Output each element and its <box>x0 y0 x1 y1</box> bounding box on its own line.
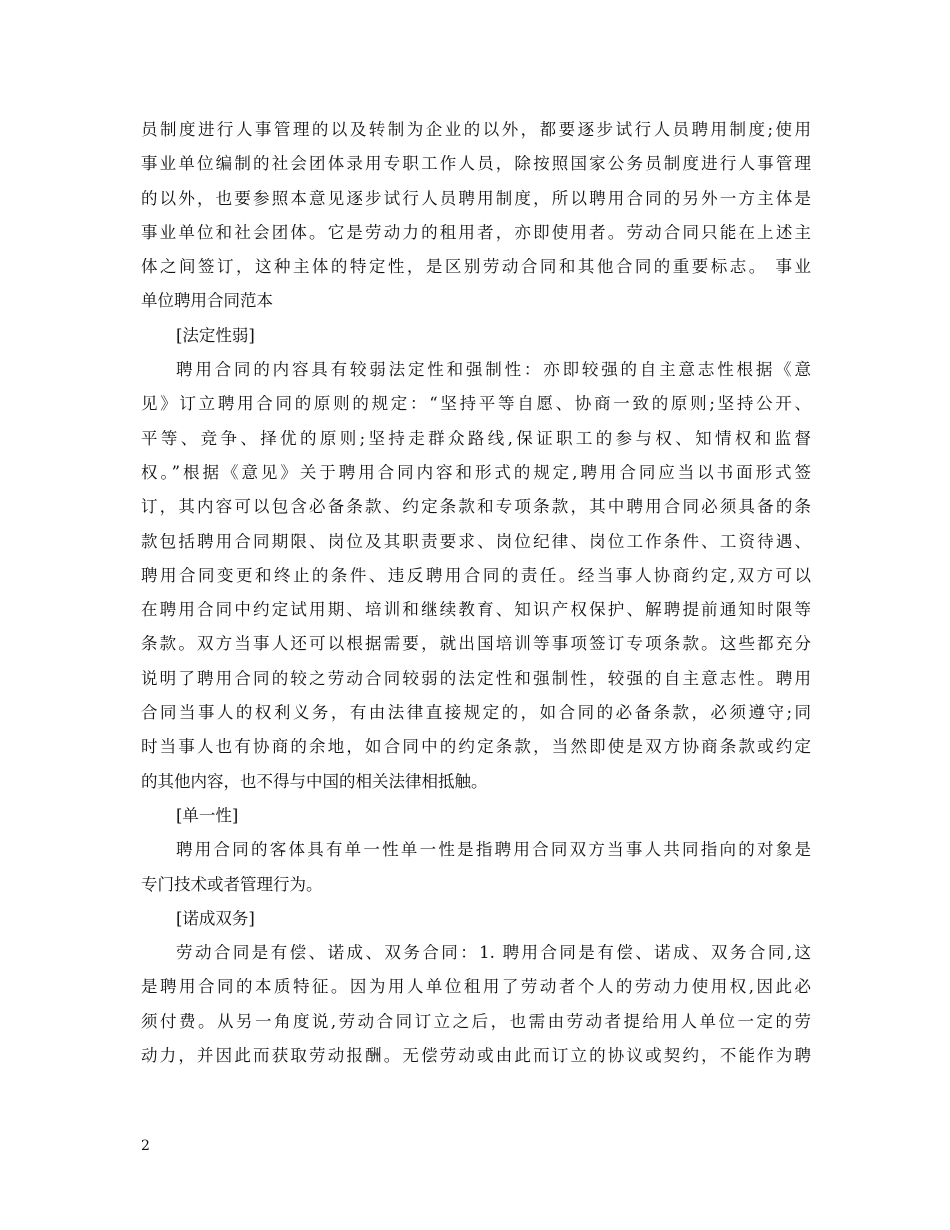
text-line: 订，其内容可以包含必备条款、约定条款和专项条款，其中聘用合同必须具备的条 <box>141 497 811 517</box>
text-line: 劳动合同是有偿、诺成、双务合同：1. 聘用合同是有偿、诺成、双务合同,这 <box>176 943 811 963</box>
text-line: 员制度进行人事管理的以及转制为企业的以外，都要逐步试行人员聘用制度;使用 <box>141 120 811 139</box>
text-line: 动力，并因此而获取劳动报酬。无偿劳动或由此而订立的协议或契约，不能作为聘 <box>141 1046 811 1066</box>
text-line: 款包括聘用合同期限、岗位及其职责要求、岗位纪律、岗位工作条件、工资待遇、 <box>141 531 811 551</box>
text-line: 聘用合同的内容具有较弱法定性和强制性：亦即较强的自主意志性根据《意 <box>176 360 811 380</box>
text-line: 时当事人也有协商的余地，如合同中的约定条款，当然即使是双方协商条款或约定 <box>141 737 811 757</box>
text-line: 是聘用合同的本质特征。因为用人单位租用了劳动者个人的劳动力使用权,因此必 <box>141 977 811 997</box>
text-line: 聘用合同变更和终止的条件、违反聘用合同的责任。经当事人协商约定,双方可以 <box>141 565 811 585</box>
text-line: 事业单位编制的社会团体录用专职工作人员，除按照国家公务员制度进行人事管理 <box>141 154 811 174</box>
text-line: 的其他内容，也不得与中国的相关法律相抵触。 <box>141 771 488 791</box>
text-line: 聘用合同的客体具有单一性单一性是指聘用合同双方当事人共同指向的对象是 <box>176 840 811 860</box>
text-line: 平等、竞争、择优的原则;坚持走群众路线,保证职工的参与权、知情权和监督 <box>141 428 811 448</box>
text-line: [法定性弱] <box>176 325 255 345</box>
text-line: 体之间签订，这种主体的特定性，是区别劳动合同和其他合同的重要标志。 事业 <box>141 257 811 277</box>
page-number: 2 <box>141 1138 150 1154</box>
text-line: [诺成双务] <box>176 908 255 928</box>
text-line: 见》订立聘用合同的原则的规定：“坚持平等自愿、协商一致的原则;坚持公开、 <box>141 394 811 414</box>
document-body <box>141 113 811 1073</box>
text-line: 权。”根据《意见》关于聘用合同内容和形式的规定,聘用合同应当以书面形式签 <box>141 462 811 482</box>
text-line: 单位聘用合同范本 <box>141 291 273 311</box>
text-line: 说明了聘用合同的较之劳动合同较弱的法定性和强制性，较强的自主意志性。聘用 <box>141 668 811 688</box>
text-line: 的以外，也要参照本意见逐步试行人员聘用制度，所以聘用合同的另外一方主体是 <box>141 188 811 208</box>
text-line: 条款。双方当事人还可以根据需要，就出国培训等事项签订专项条款。这些都充分 <box>141 634 811 654</box>
text-line: 事业单位和社会团体。它是劳动力的租用者，亦即使用者。劳动合同只能在上述主 <box>141 222 811 242</box>
text-line: 专门技术或者管理行为。 <box>141 874 323 894</box>
text-line: [单一性] <box>176 805 239 825</box>
text-line: 合同当事人的权利义务，有由法律直接规定的，如合同的必备条款，必须遵守;同 <box>141 703 811 723</box>
text-line: 在聘用合同中约定试用期、培训和继续教育、知识产权保护、解聘提前通知时限等 <box>141 600 811 620</box>
text-line: 须付费。从另一角度说,劳动合同订立之后，也需由劳动者提给用人单位一定的劳 <box>141 1011 811 1031</box>
